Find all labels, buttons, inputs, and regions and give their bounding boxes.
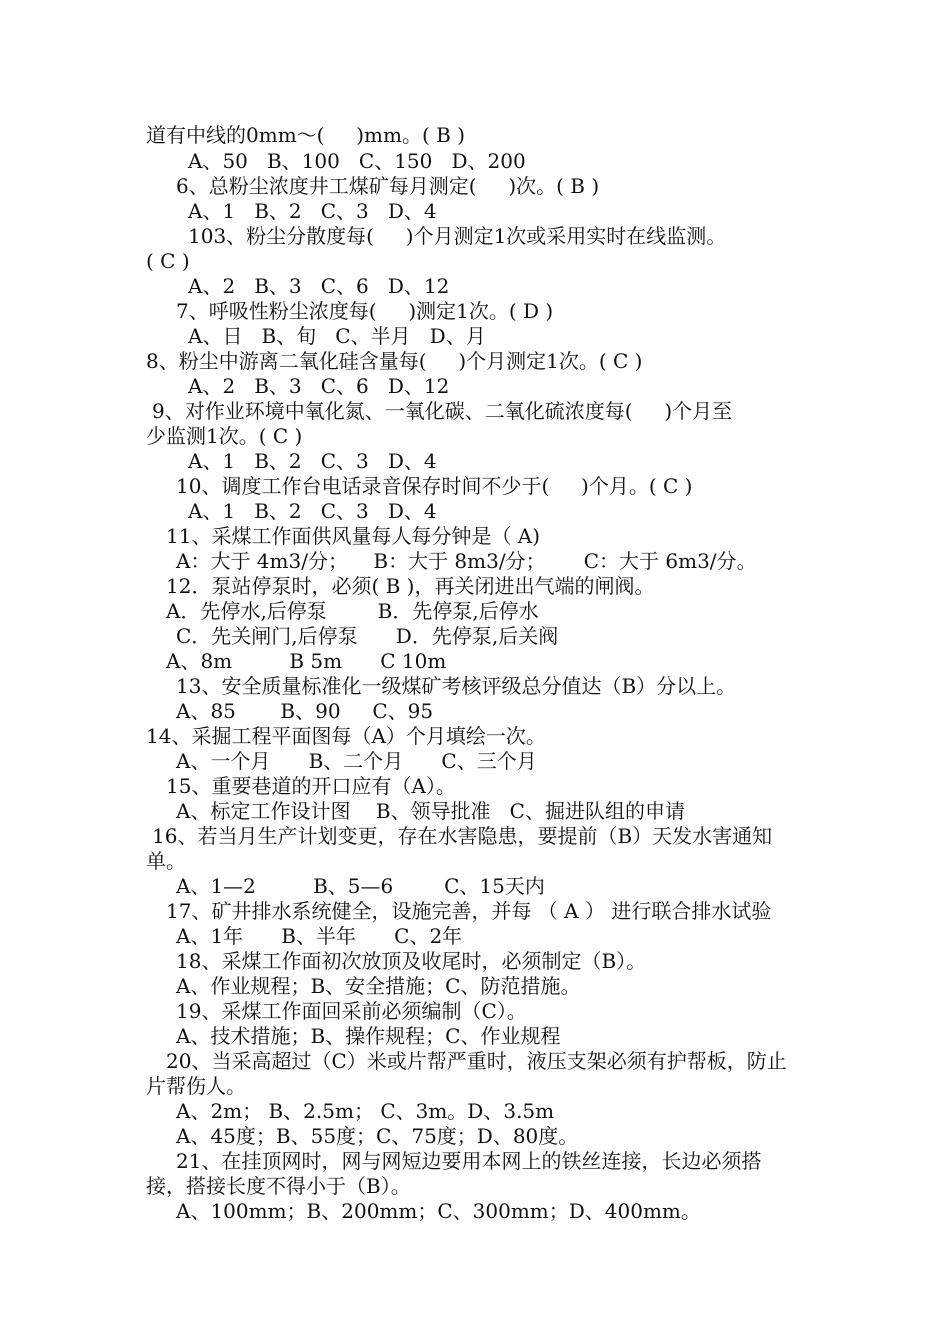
text-line: 18、采煤工作面初次放顶及收尾时，必须制定（B）。 [176,949,647,973]
text-line: A、100mm；B、200mm；C、300mm；D、400mm。 [176,1199,701,1223]
text-line: A、85 B、90 C、95 [176,699,434,723]
text-line: 8、粉尘中游离二氧化硅含量每( )个月测定1次。( C ) [146,349,643,373]
text-line: A、2m； B、2.5m； C、3m。D、3.5m [176,1099,555,1123]
text-line: 103、粉尘分散度每( )个月测定1次或采用实时在线监测。 [188,224,727,248]
text-line: A、8m B 5m C 10m [166,649,447,673]
text-line: 11、采煤工作面供风量每人每分钟是（ A) [166,524,541,548]
text-line: 少监测1次。( C ) [146,424,303,448]
text-line: 9、对作业环境中氧化氮、一氧化碳、二氧化硫浓度每( )个月至 [152,399,733,423]
text-line: 7、呼吸性粉尘浓度每( )测定1次。( D ) [176,299,554,323]
text-line: A、技术措施；B、操作规程；C、作业规程 [176,1024,561,1048]
text-line: 道有中线的0mm～( )mm。( B ) [146,123,465,147]
text-line: 接，搭接长度不得小于（B）。 [146,1174,411,1198]
text-line: A、2 B、3 C、6 D、12 [188,274,450,298]
text-line: 片帮伤人。 [146,1074,246,1098]
text-line: C．先关闸门,后停泵 D．先停泵,后关阀 [176,624,559,648]
text-line: ( C ) [146,249,190,273]
text-line: A、45度；B、55度；C、75度；D、80度。 [176,1124,579,1148]
text-line: 15、重要巷道的开口应有（A）。 [166,774,456,798]
text-line: A、标定工作设计图 B、领导批准 C、掘进队组的申请 [176,799,685,823]
text-line: A、50 B、100 C、150 D、200 [188,149,526,173]
text-line: A、1年 B、半年 C、2年 [176,924,463,948]
text-line: A、2 B、3 C、6 D、12 [188,374,450,398]
text-line: 单。 [146,849,186,873]
text-line: A、1—2 B、5—6 C、15天内 [176,874,545,898]
text-line: 6、总粉尘浓度井工煤矿每月测定( )次。( B ) [176,174,600,198]
text-line: 17、矿井排水系统健全，设施完善，并每 （ A ） 进行联合排水试验 [166,899,772,923]
text-line: 21、在挂顶网时，网与网短边要用本网上的铁丝连接，长边必须搭 [176,1149,762,1173]
text-line: A．先停水,后停泵 B．先停泵,后停水 [166,599,539,623]
text-line: 13、安全质量标准化一级煤矿考核评级总分值达（B）分以上。 [176,674,737,698]
text-line: A、日 B、旬 C、半月 D、月 [188,324,486,348]
text-line: A、一个月 B、二个月 C、三个月 [176,749,537,773]
text-line: 19、采煤工作面回采前必须编制（C）。 [176,999,527,1023]
text-line: A、1 B、2 C、3 D、4 [188,499,437,523]
text-line: A、作业规程；B、安全措施；C、防范措施。 [176,974,581,998]
text-line: A、1 B、2 C、3 D、4 [188,199,437,223]
text-line: A、1 B、2 C、3 D、4 [188,449,437,473]
text-line: 14、采掘工程平面图每（A）个月填绘一次。 [146,724,546,748]
text-line: 20、当采高超过（C）米或片帮严重时，液压支架必须有护帮板，防止 [166,1049,787,1073]
text-line: 16、若当月生产计划变更，存在水害隐患，要提前（B）天发水害通知 [152,824,773,848]
text-line: 10、调度工作台电话录音保存时间不少于( )个月。( C ) [176,474,693,498]
text-line: A：大于 4m3/分； B：大于 8m3/分； C：大于 6m3/分。 [176,549,757,573]
text-line: 12．泵站停泵时，必须( B )，再关闭进出气端的闸阀。 [166,574,655,598]
